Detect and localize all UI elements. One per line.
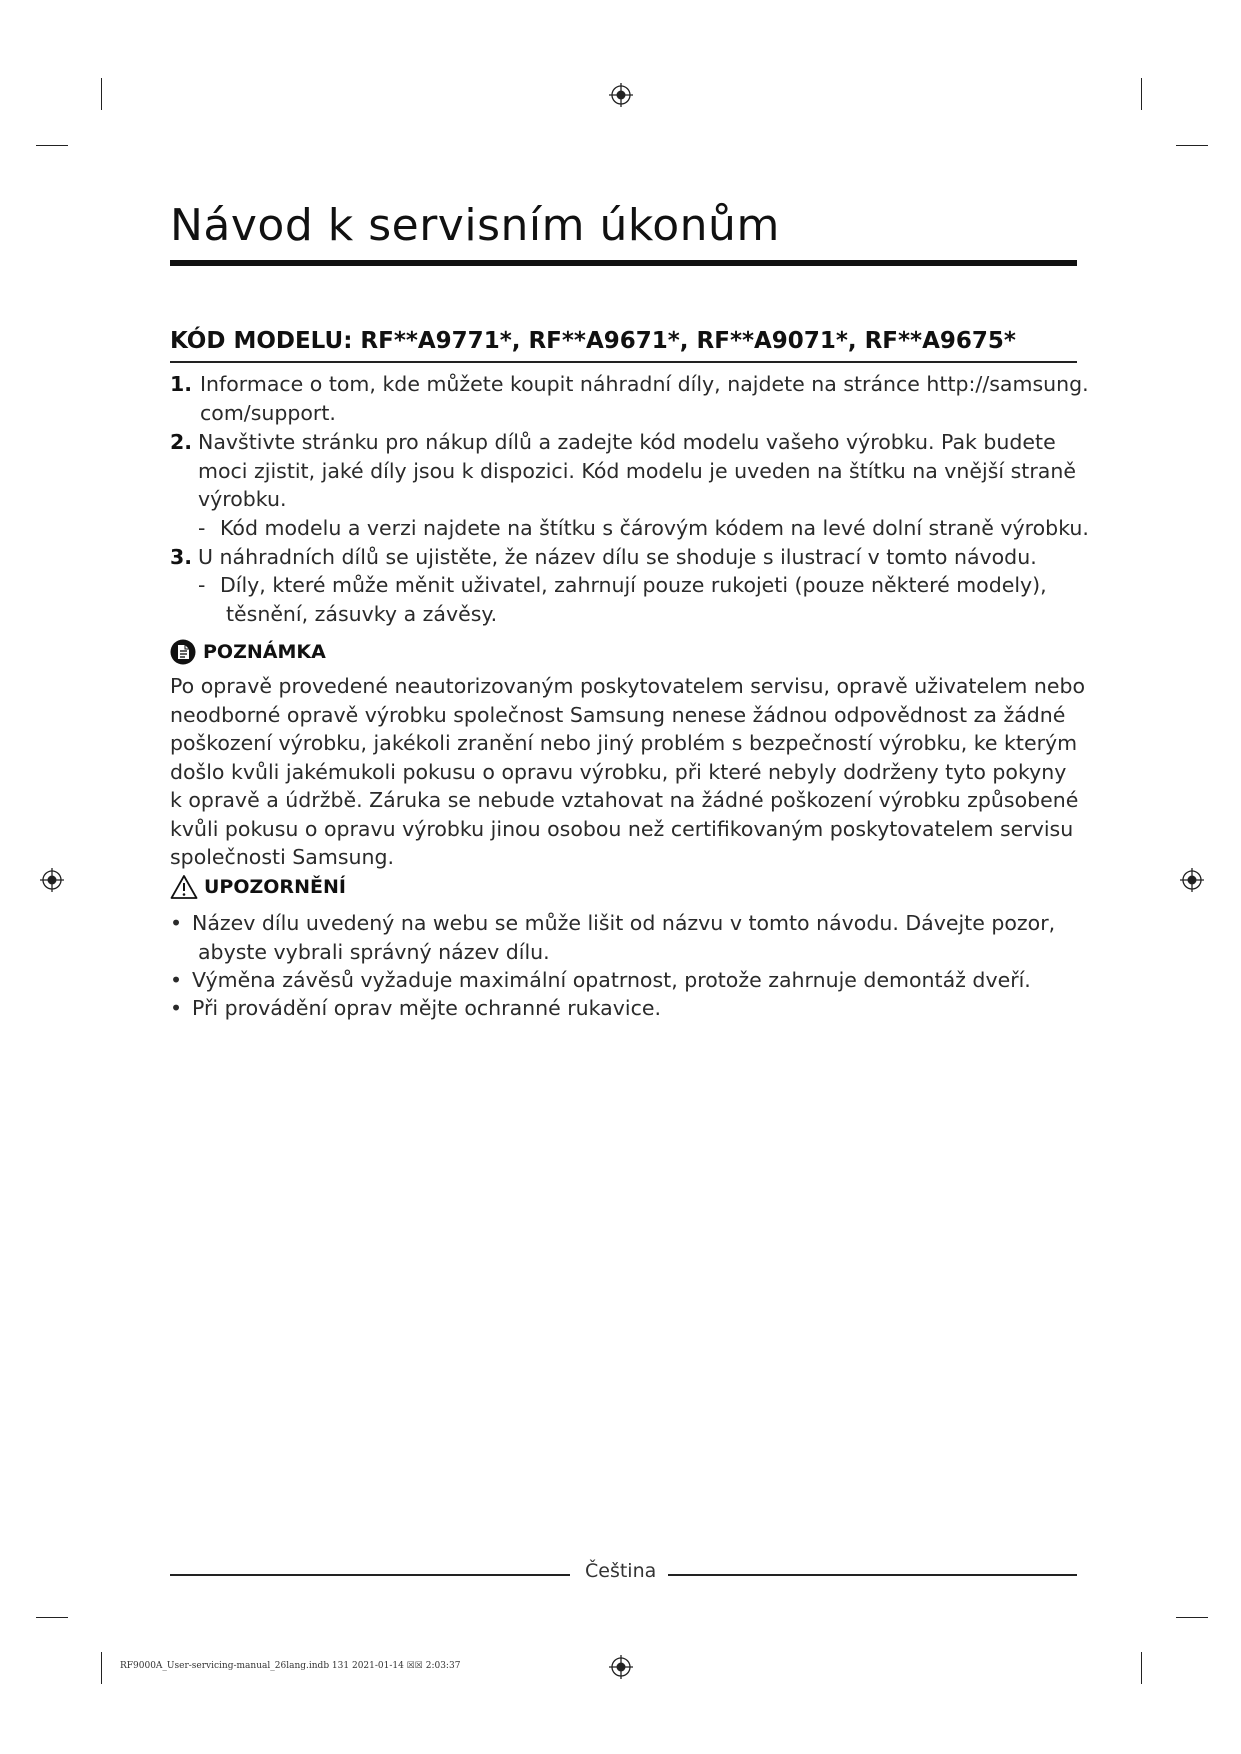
- print-imprint: RF9000A_User-servicing-manual_26lang.indb 131 2021-01-14 ☒☒ 2:03:37: [120, 1661, 461, 1671]
- note-text-line: společnosti Samsung.: [170, 845, 395, 869]
- step-number: 1.: [170, 372, 193, 396]
- warning-triangle-icon: [170, 874, 198, 900]
- note-label: POZNÁMKA: [203, 641, 326, 663]
- crop-mark: [1141, 1652, 1142, 1684]
- step-text-line: výrobku.: [198, 487, 287, 511]
- bullet-text-line: Výměna závěsů vyžaduje maximální opatrnost, protože zahrnuje demontáž dveří.: [192, 968, 1031, 992]
- step-text-line: těsnění, zásuvky a závěsy.: [226, 601, 498, 626]
- step-number: 3.: [170, 545, 193, 569]
- title-rule: [170, 260, 1077, 266]
- caution-label: UPOZORNĚNÍ: [204, 876, 346, 898]
- crop-mark: [1176, 145, 1208, 146]
- note-text-line: poškození výrobku, jakékoli zranění nebo jiný problém s bezpečností výrobku, ke kterým: [170, 731, 1078, 755]
- dash-marker: -: [198, 516, 206, 540]
- footer-language: Čeština: [585, 1560, 657, 1582]
- step-text-line: Navštivte stránku pro nákup dílů a zadejte kód modelu vašeho výrobku. Pak budete: [198, 430, 1056, 454]
- registration-mark-icon: [609, 83, 633, 107]
- registration-mark-icon: [40, 868, 64, 892]
- crop-mark: [101, 1652, 102, 1684]
- bullet-text-line: Název dílu uvedený na webu se může lišit od názvu v tomto návodu. Dávejte pozor,: [192, 911, 1056, 935]
- step-number: 2.: [170, 430, 193, 454]
- step-text-line: com/support.: [200, 400, 336, 425]
- step-text-line: U náhradních dílů se ujistěte, že název dílu se shoduje s ilustrací v tomto návodu.: [198, 545, 1037, 569]
- bullet-marker: •: [170, 996, 183, 1020]
- note-icon: [170, 639, 196, 665]
- step-text-line: Informace o tom, kde můžete koupit náhradní díly, najdete na stránce http://samsung.: [200, 372, 1089, 396]
- crop-mark: [101, 78, 102, 110]
- step-text-line: Kód modelu a verzi najdete na štítku s čárovým kódem na levé dolní straně výrobku.: [220, 516, 1089, 540]
- note-text-line: došlo kvůli jakémukoli pokusu o opravu výrobku, při které nebyly dodrženy tyto pokyny: [170, 759, 1067, 784]
- section-rule: [170, 361, 1077, 363]
- note-text-line: k opravě a údržbě. Záruka se nebude vztahovat na žádné poškození výrobku způsobené: [170, 788, 1079, 812]
- bullet-text-line: Při provádění oprav mějte ochranné rukavice.: [192, 996, 661, 1020]
- note-body: [170, 672, 1085, 872]
- bullet-text-line: abyste vybrali správný název dílu.: [198, 939, 550, 964]
- dash-marker: -: [198, 573, 206, 597]
- registration-mark-icon: [1180, 868, 1204, 892]
- step-text-line: Díly, které může měnit uživatel, zahrnují pouze rukojeti (pouze některé modely),: [220, 573, 1047, 597]
- note-text-line: Po opravě provedené neautorizovaným poskytovatelem servisu, opravě uživatelem nebo: [170, 674, 1086, 698]
- note-text-line: kvůli pokusu o opravu výrobku jinou osobou než certifikovaným poskytovatelem servisu: [170, 816, 1074, 841]
- crop-mark: [36, 1617, 68, 1618]
- bullet-marker: •: [170, 911, 183, 935]
- page-title: Návod k servisním úkonům: [170, 200, 780, 251]
- footer-rule-right: [668, 1574, 1077, 1576]
- crop-mark: [1176, 1617, 1208, 1618]
- bullet-marker: •: [170, 968, 183, 992]
- footer-rule-left: [170, 1574, 570, 1576]
- crop-mark: [1141, 78, 1142, 110]
- step-text-line: moci zjistit, jaké díly jsou k dispozici. Kód modelu je uveden na štítku na vnější straně: [198, 458, 1076, 483]
- section-heading: KÓD MODELU: RF**A9771*, RF**A9671*, RF**A9071*, RF**A9675*: [170, 328, 1016, 354]
- registration-mark-icon: [609, 1655, 633, 1679]
- crop-mark: [36, 145, 68, 146]
- note-text-line: neodborné opravě výrobku společnost Samsung nenese žádnou odpovědnost za žádné: [170, 702, 1066, 727]
